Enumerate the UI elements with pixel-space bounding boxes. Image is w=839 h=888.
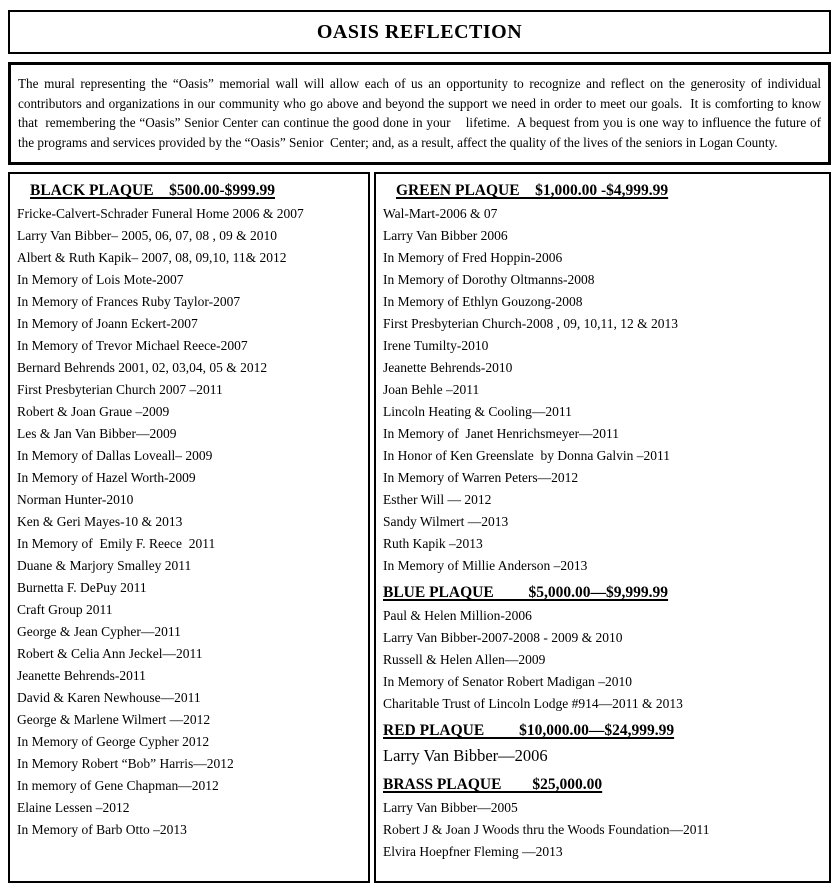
black-plaque-donor-entry: In Memory of Frances Ruby Taylor-2007: [17, 294, 241, 310]
blue-plaque-donor-entry: In Memory of Senator Robert Madigan –2010: [383, 674, 632, 690]
blue-plaque-donor-entry: Paul & Helen Million-2006: [383, 608, 532, 624]
green-plaque-donor-entry: In Memory of Dorothy Oltmanns-2008: [383, 272, 595, 288]
green-plaque-donor-entry: Wal-Mart-2006 & 07: [383, 206, 498, 222]
green-plaque-donor-entry: Sandy Wilmert —2013: [383, 514, 509, 530]
black-plaque-donor-entry: Robert & Celia Ann Jeckel—2011: [17, 646, 203, 662]
brass-plaque-donor-entry: Larry Van Bibber—2005: [383, 800, 518, 816]
brass-plaque-donor-entry: Elvira Hoepfner Fleming —2013: [383, 844, 563, 860]
blue-plaque-heading-text: BLUE PLAQUE $5,000.00—$9,999.99: [383, 584, 669, 602]
green-plaque-donor-entry: Joan Behle –2011: [383, 382, 480, 398]
black-plaque-donor-entry: In Memory of Barb Otto –2013: [17, 822, 187, 838]
blue-plaque-donor-entry: Charitable Trust of Lincoln Lodge #914—2011 & 2013: [383, 696, 683, 712]
green-plaque-donor-entry: Jeanette Behrends-2010: [383, 360, 513, 376]
black-plaque-donor-entry: Burnetta F. DePuy 2011: [17, 580, 147, 596]
green-plaque-donor-entry: In Memory of Warren Peters—2012: [383, 470, 579, 486]
black-plaque-donor-entry: Robert & Joan Graue –2009: [17, 404, 170, 420]
black-plaque-donor-entry: Larry Van Bibber– 2005, 06, 07, 08 , 09 & 2010: [17, 228, 277, 244]
black-plaque-donor-entry: Albert & Ruth Kapik– 2007, 08, 09,10, 11& 2012: [17, 250, 287, 266]
green-plaque-donor-entry: Larry Van Bibber 2006: [383, 228, 508, 244]
black-plaque-donor-entry: In Memory of Dallas Loveall– 2009: [17, 448, 213, 464]
black-plaque-donor-entry: David & Karen Newhouse—2011: [17, 690, 201, 706]
green-plaque-donor-entry: Irene Tumilty-2010: [383, 338, 489, 354]
red-plaque-heading: [383, 719, 825, 743]
red-plaque-heading-text: RED PLAQUE $10,000.00—$24,999.99: [383, 722, 675, 740]
black-plaque-heading: [17, 179, 364, 203]
green-plaque-heading-text: GREEN PLAQUE $1,000.00 -$4,999.99: [396, 182, 669, 200]
black-plaque-donor-entry: George & Marlene Wilmert —2012: [17, 712, 211, 728]
blue-plaque-donor-entry: Russell & Helen Allen—2009: [383, 652, 546, 668]
black-plaque-donor-entry: First Presbyterian Church 2007 –2011: [17, 382, 223, 398]
red-plaque-donor-entry: Larry Van Bibber—2006: [383, 746, 548, 766]
blue-plaque-heading: [383, 581, 825, 605]
black-plaque-heading-text: BLACK PLAQUE $500.00-$999.99: [30, 182, 275, 200]
black-plaque-donor-entry: In Memory of Joann Eckert-2007: [17, 316, 198, 332]
black-plaque-donor-entry: In memory of Gene Chapman—2012: [17, 778, 219, 794]
black-plaque-donor-entry: George & Jean Cypher—2011: [17, 624, 181, 640]
intro-box: [8, 62, 831, 165]
green-plaque-donor-entry: In Memory of Millie Anderson –2013: [383, 558, 588, 574]
black-plaque-donor-entry: In Memory of Emily F. Reece 2011: [17, 536, 216, 552]
plaque-columns: [8, 172, 831, 883]
green-plaque-donor-entry: Lincoln Heating & Cooling—2011: [383, 404, 572, 420]
green-plaque-donor-entry: In Honor of Ken Greenslate by Donna Galvin –2011: [383, 448, 671, 464]
black-plaque-donor-entry: Les & Jan Van Bibber—2009: [17, 426, 177, 442]
black-plaque-donor-entry: In Memory of Trevor Michael Reece-2007: [17, 338, 248, 354]
black-plaque-donor-entry: In Memory of Lois Mote-2007: [17, 272, 184, 288]
page-title: OASIS REFLECTION: [316, 20, 523, 43]
black-plaque-donor-entry: Bernard Behrends 2001, 02, 03,04, 05 & 2012: [17, 360, 268, 376]
brass-plaque-heading-text: BRASS PLAQUE $25,000.00: [383, 776, 603, 794]
black-plaque-donor-entry: Duane & Marjory Smalley 2011: [17, 558, 192, 574]
black-plaque-donor-entry: Norman Hunter-2010: [17, 492, 134, 508]
black-plaque-donor-entry: In Memory Robert “Bob” Harris—2012: [17, 756, 234, 772]
black-plaque-donor-entry: Jeanette Behrends-2011: [17, 668, 146, 684]
left-plaque-column: [8, 172, 370, 883]
right-plaque-column: [374, 172, 831, 883]
intro-paragraph: The mural representing the “Oasis” memorial wall will allow each of us an opportunity to recognize and reflect on the generosity of individual contributors and organizations in our community who go above and beyond the support we need in order to meet our goals. It is comforting to know that remembering the “Oasis” Senior Center can continue the good done in your lifetime. A bequest from you is one way to influence the future of the programs and services provided by the “Oasis” Senior Center; and, as a result, affect the quality of the lives of the seniors in Logan County.: [18, 76, 825, 150]
green-plaque-donor-entry: First Presbyterian Church-2008 , 09, 10,11, 12 & 2013: [383, 316, 678, 332]
black-plaque-donor-entry: Elaine Lessen –2012: [17, 800, 130, 816]
black-plaque-donor-entry: In Memory of Hazel Worth-2009: [17, 470, 196, 486]
green-plaque-heading: [383, 179, 825, 203]
brass-plaque-heading: [383, 773, 825, 797]
black-plaque-donor-entry: In Memory of George Cypher 2012: [17, 734, 210, 750]
green-plaque-donor-entry: Ruth Kapik –2013: [383, 536, 483, 552]
green-plaque-donor-entry: In Memory of Fred Hoppin-2006: [383, 250, 563, 266]
brass-plaque-donor-entry: Robert J & Joan J Woods thru the Woods Foundation—2011: [383, 822, 710, 838]
green-plaque-donor-entry: Esther Will — 2012: [383, 492, 492, 508]
blue-plaque-donor-entry: Larry Van Bibber-2007-2008 - 2009 & 2010: [383, 630, 623, 646]
black-plaque-donor-entry: Craft Group 2011: [17, 602, 113, 618]
black-plaque-donor-entry: Fricke-Calvert-Schrader Funeral Home 2006 & 2007: [17, 206, 304, 222]
green-plaque-donor-entry: In Memory of Ethlyn Gouzong-2008: [383, 294, 583, 310]
title-box: [8, 10, 831, 54]
green-plaque-donor-entry: In Memory of Janet Henrichsmeyer—2011: [383, 426, 620, 442]
black-plaque-donor-entry: Ken & Geri Mayes-10 & 2013: [17, 514, 183, 530]
